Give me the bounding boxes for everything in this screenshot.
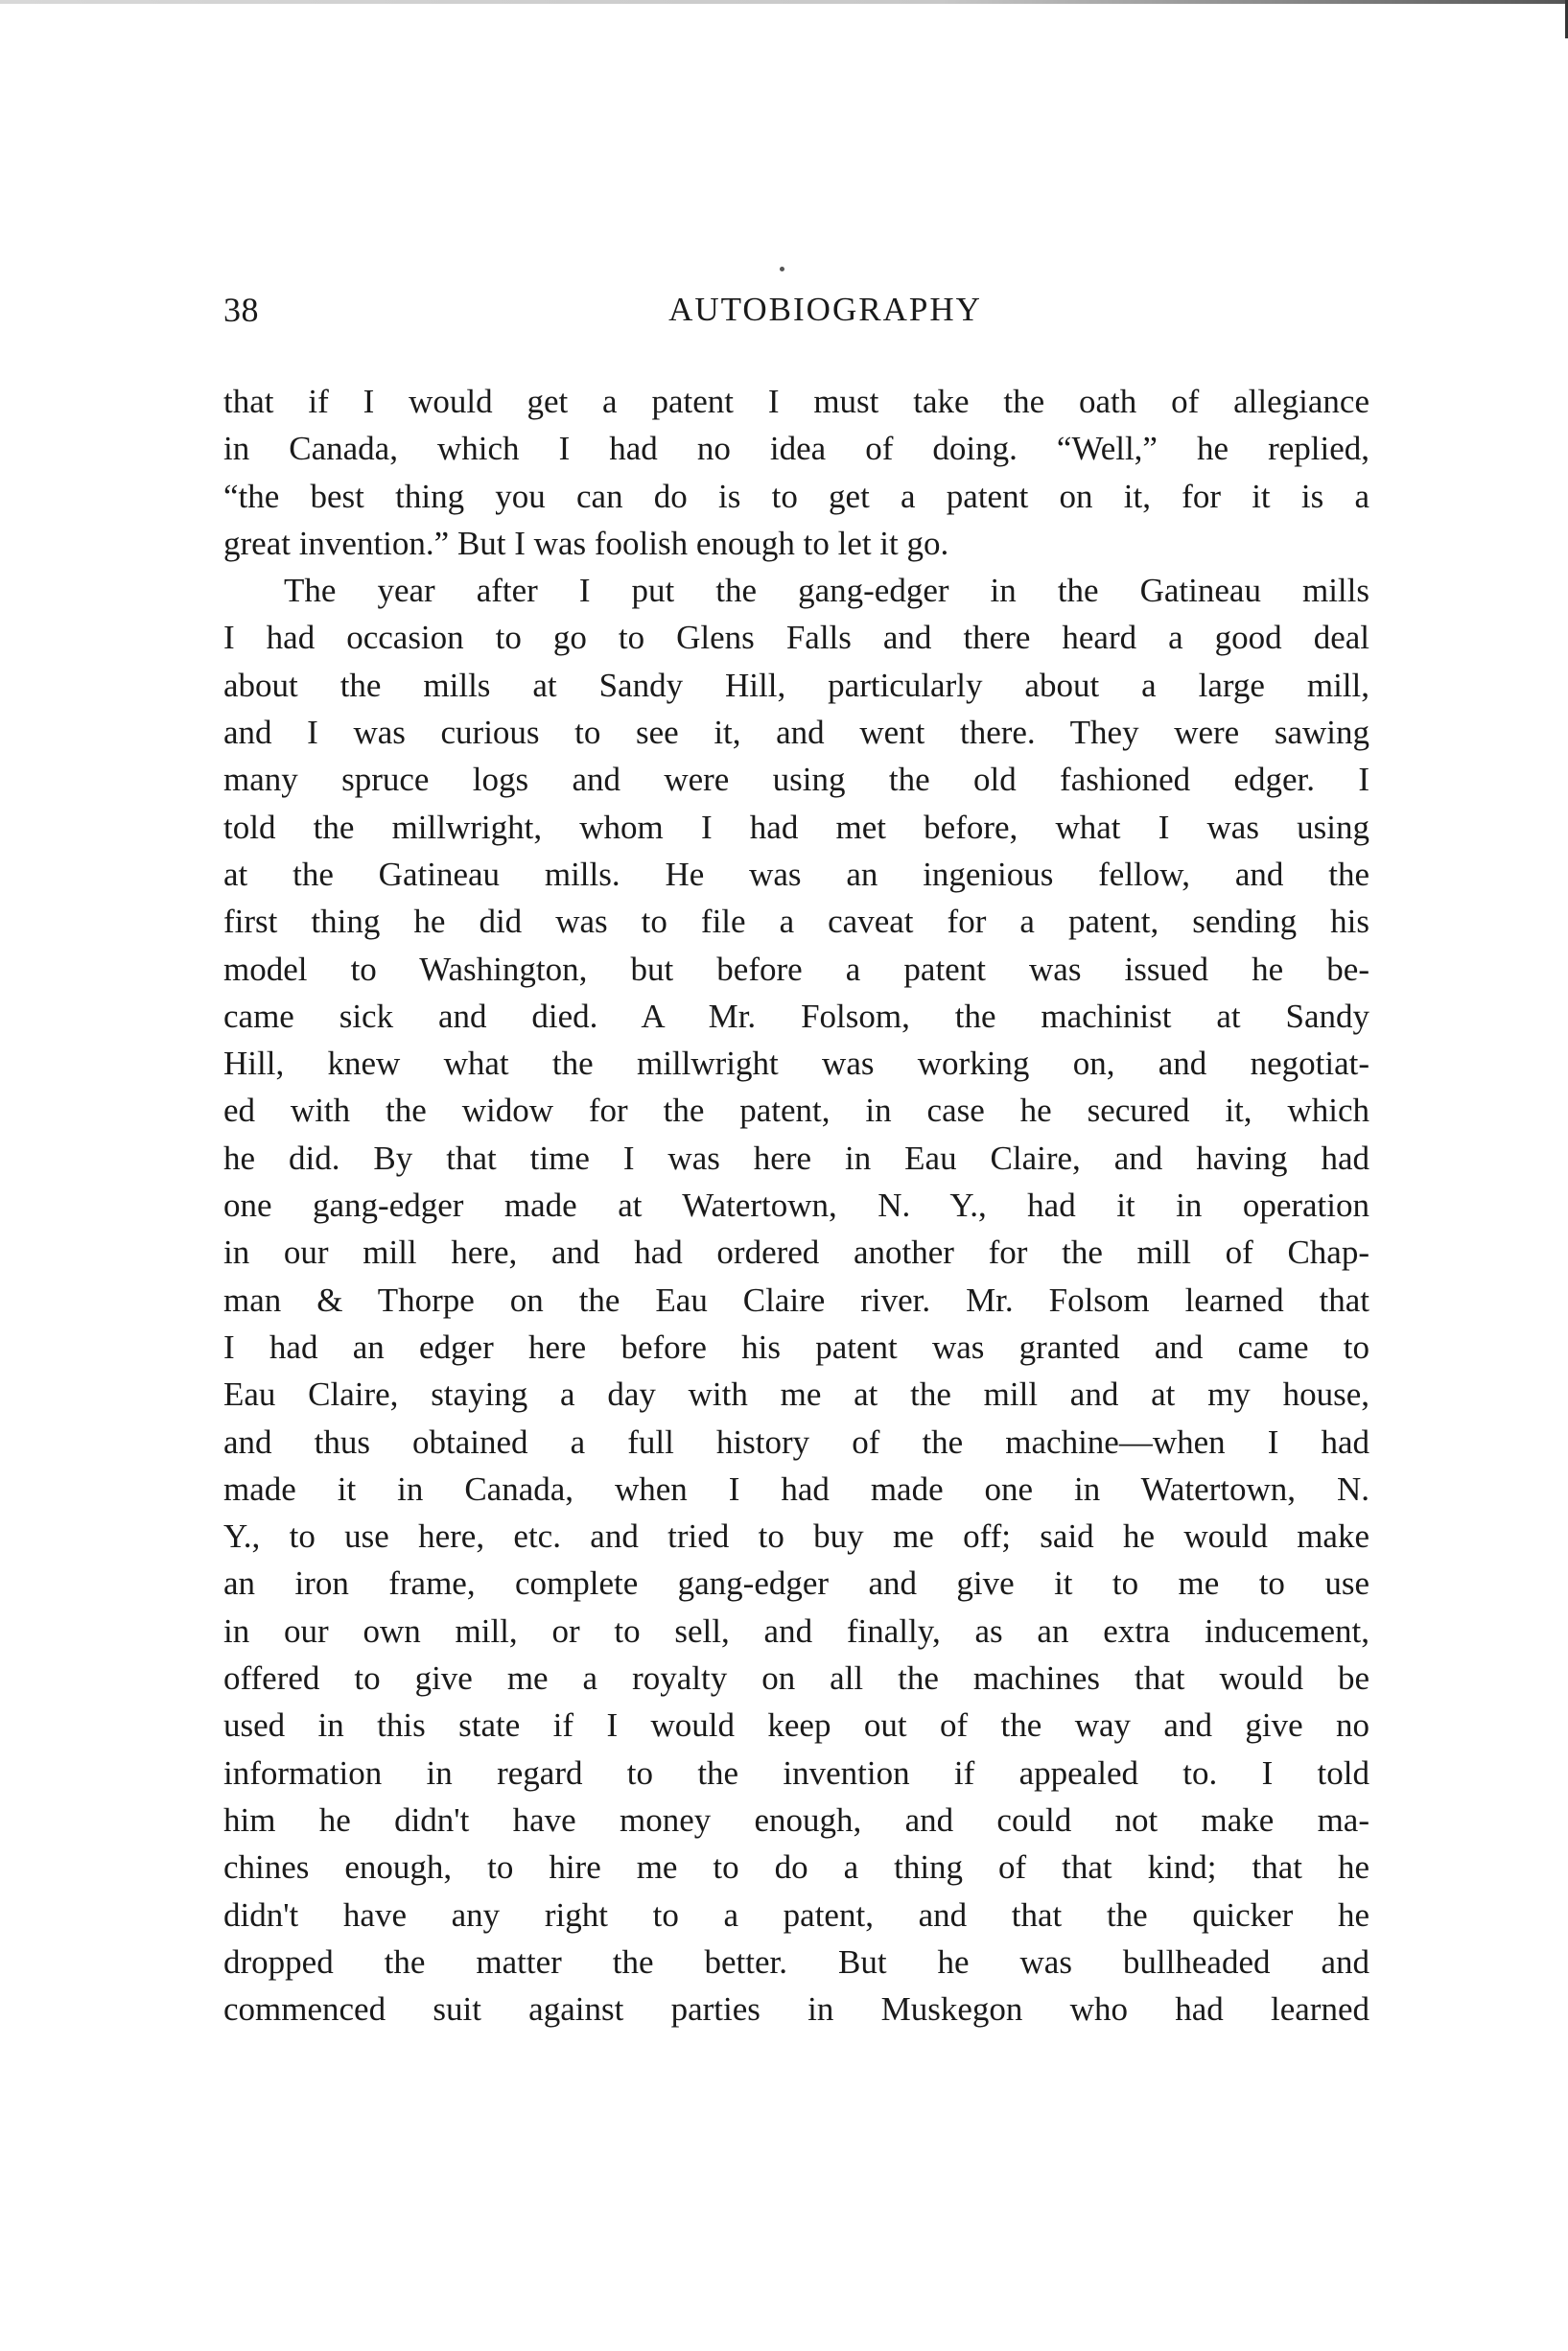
text-line: about the mills at Sandy Hill, particularly about a large mill,	[223, 666, 1369, 704]
text-line: dropped the matter the better. But he was bullheaded and	[223, 1942, 1369, 1981]
text-line: made it in Canada, when I had made one in Watertown, N.	[223, 1469, 1369, 1508]
text-line: and thus obtained a full history of the machine—when I had	[223, 1422, 1369, 1461]
text-line: him he didn't have money enough, and could not make ma-	[223, 1800, 1369, 1839]
text-line: information in regard to the invention if appealed to. I told	[223, 1753, 1369, 1792]
text-line: he did. By that time I was here in Eau Claire, and having had	[223, 1139, 1369, 1177]
body-text	[223, 378, 1369, 2033]
text-line: and I was curious to see it, and went there. They were sawing	[223, 714, 1369, 752]
running-head	[223, 286, 1369, 334]
text-line: chines enough, to hire me to do a thing of that kind; that he	[223, 1848, 1369, 1887]
text-line: that if I would get a patent I must take the oath of allegiance	[223, 383, 1369, 420]
text-line: one gang-edger made at Watertown, N. Y., had it in operation	[223, 1187, 1369, 1225]
text-line: in our mill here, and had ordered another for the mill of Chap-	[223, 1234, 1369, 1272]
text-line: Eau Claire, staying a day with me at the mill and at my house,	[223, 1375, 1369, 1414]
text-line: “the best thing you can do is to get a patent on it, for it is a	[223, 477, 1369, 515]
text-line: great invention.” But I was foolish enough to let it go.	[223, 524, 949, 562]
text-line: commenced suit against parties in Muskegon who had learned	[223, 1990, 1369, 2029]
page-number: 38	[223, 291, 259, 329]
text-line: first thing he did was to file a caveat for a patent, sending his	[223, 903, 1369, 941]
text-line: came sick and died. A Mr. Folsom, the machinist at Sandy	[223, 997, 1369, 1035]
text-line: model to Washington, but before a patent was issued he be-	[223, 950, 1369, 988]
text-line: Hill, knew what the millwright was working on, and negotiat-	[223, 1045, 1369, 1083]
text-line: I had occasion to go to Glens Falls and there heard a good deal	[223, 619, 1369, 657]
text-line: an iron frame, complete gang-edger and give it to me to use	[223, 1564, 1369, 1603]
running-title: AUTOBIOGRAPHY	[668, 291, 982, 328]
text-line: told the millwright, whom I had met before, what I was using	[223, 808, 1369, 846]
text-line: Y., to use here, etc. and tried to buy me off; said he would make	[223, 1517, 1369, 1556]
text-line: ed with the widow for the patent, in case he secured it, which	[223, 1092, 1369, 1130]
text-line: in Canada, which I had no idea of doing. “Well,” he replied,	[223, 430, 1369, 468]
text-line: in our own mill, or to sell, and finally, as an extra inducement,	[223, 1611, 1369, 1650]
print-dot-mark	[780, 267, 784, 271]
top-edge-rule	[0, 0, 1568, 4]
text-line: at the Gatineau mills. He was an ingenious fellow, and the	[223, 855, 1369, 893]
text-line: many spruce logs and were using the old fashioned edger. I	[223, 761, 1369, 799]
text-line: man & Thorpe on the Eau Claire river. Mr. Folsom learned that	[223, 1281, 1369, 1319]
text-line: offered to give me a royalty on all the machines that would be	[223, 1659, 1369, 1698]
text-line: I had an edger here before his patent was granted and came to	[223, 1328, 1369, 1366]
text-line: used in this state if I would keep out of the way and give no	[223, 1706, 1369, 1745]
text-line: The year after I put the gang-edger in the Gatineau mills	[284, 572, 1369, 610]
text-line: didn't have any right to a patent, and that the quicker he	[223, 1895, 1369, 1934]
